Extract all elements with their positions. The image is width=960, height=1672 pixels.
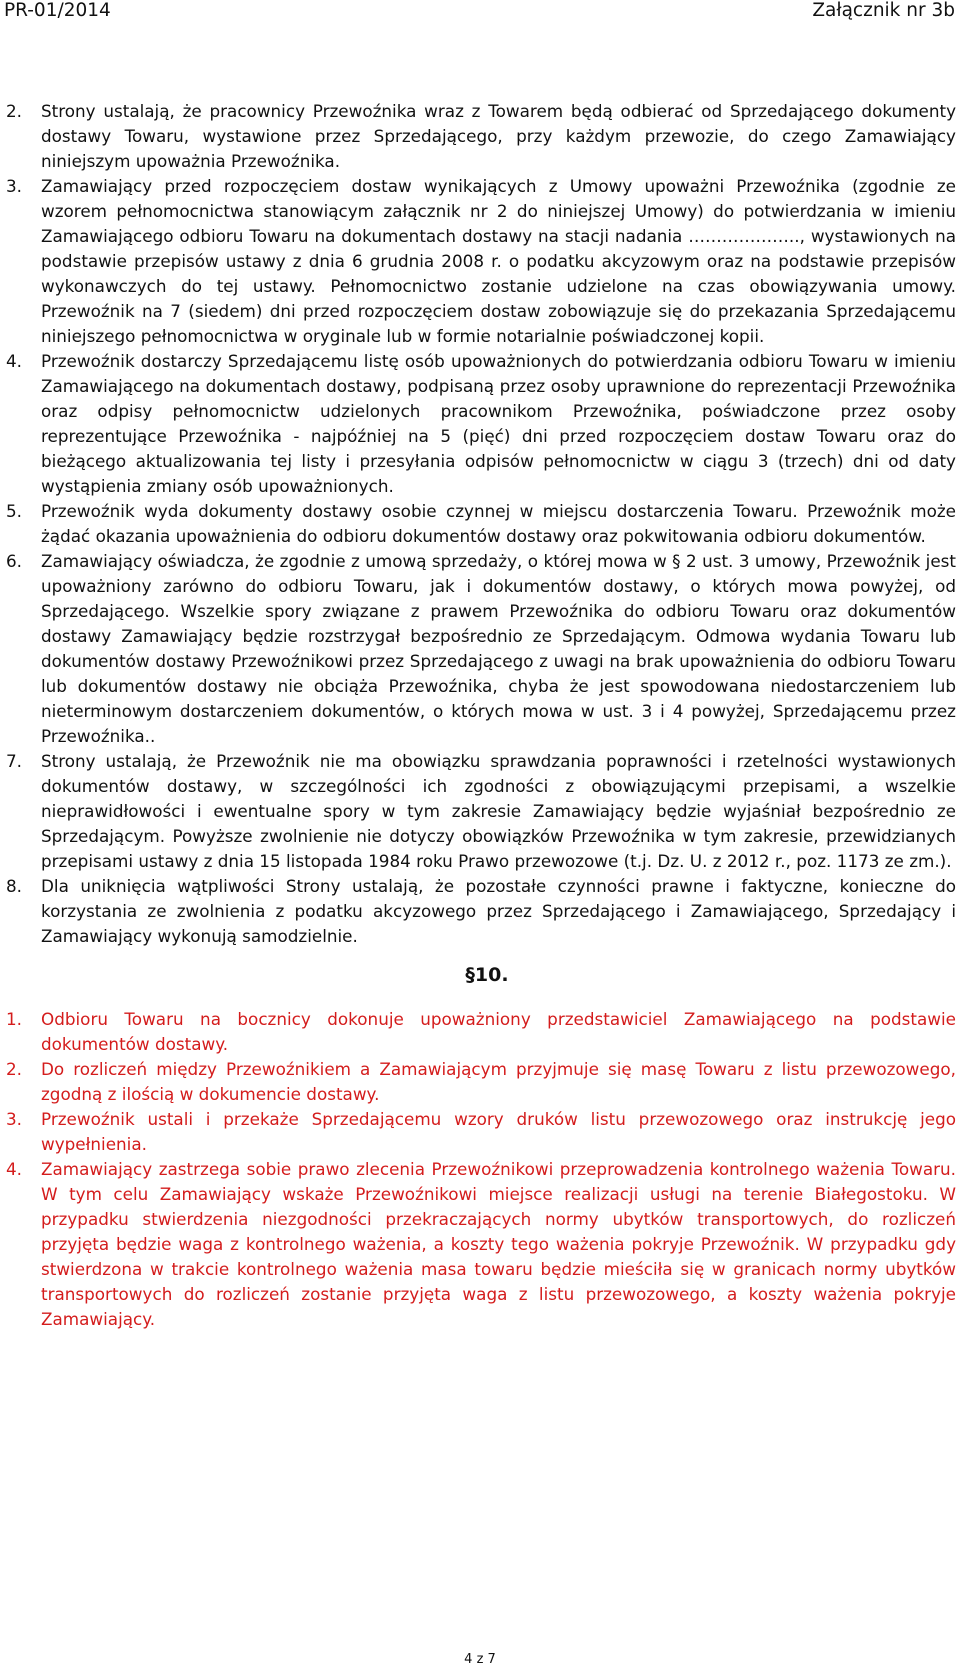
list-item (6, 349, 956, 499)
item-number: 2. (6, 101, 23, 121)
list-item (6, 549, 956, 749)
section-heading: §10. (465, 964, 509, 986)
list-item (6, 1007, 956, 1057)
item-number: 6. (6, 551, 23, 571)
list-item (6, 499, 956, 549)
item-text: Strony ustalają, że Przewoźnik nie ma obowiązku sprawdzania poprawności i rzetelności wystawionych dokumentów dostawy, w szczególności ich zgodności z obowiązującymi przepisami, a wszelkie nieprawidłowości i ewentualne spory w tym zakresie Zamawiający będzie wyjaśniał bezpośrednio ze Sprzedającym. Powyższe zwolnienie nie dotyczy obowiązków Przewoźnika w tym zakresie, przewidzianych przepisami ustawy z dnia 15 listopada 1984 roku Prawo przewozowe (t.j. Dz. U. z 2012 r., poz. 1173 ze zm.). (41, 751, 956, 871)
paragraph-list-section-10 (6, 1007, 956, 1332)
list-item (6, 174, 956, 349)
document-code: PR-01/2014 (4, 0, 111, 21)
item-number: 3. (6, 176, 23, 196)
list-item (6, 1157, 956, 1332)
item-number: 3. (6, 1109, 23, 1129)
item-number: 5. (6, 501, 23, 521)
item-text: Dla uniknięcia wątpliwości Strony ustalają, że pozostałe czynności prawne i faktyczne, konieczne do korzystania ze zwolnienia z podatku akcyzowego przez Sprzedającego i Zamawiającego, Sprzedający i Zamawiający wykonują samodzielnie. (41, 876, 956, 946)
list-item (6, 1107, 956, 1157)
item-number: 4. (6, 351, 23, 371)
item-number: 2. (6, 1059, 23, 1079)
item-number: 1. (6, 1009, 23, 1029)
item-number: 4. (6, 1159, 23, 1179)
page-header (0, 0, 960, 24)
item-text: Odbioru Towaru na bocznicy dokonuje upoważniony przedstawiciel Zamawiającego na podstawie dokumentów dostawy. (41, 1009, 956, 1054)
list-item (6, 874, 956, 949)
item-text: Przewoźnik ustali i przekaże Sprzedającemu wzory druków listu przewozowego oraz instrukcję jego wypełnienia. (41, 1109, 956, 1154)
item-text: Przewoźnik wyda dokumenty dostawy osobie czynnej w miejscu dostarczenia Towaru. Przewoźnik może żądać okazania upoważnienia do odbioru dokumentów dostawy oraz pokwitowania odbioru dokumentów. (41, 501, 956, 546)
paragraph-list-previous-section (6, 99, 956, 949)
item-text: Przewoźnik dostarczy Sprzedającemu listę osób upoważnionych do potwierdzania odbioru Towaru w imieniu Zamawiającego na dokumentach dostawy, podpisaną przez osoby uprawnione do reprezentacji Przewoźnika oraz odpisy pełnomocnictw udzielonych pracownikom Przewoźnika, poświadczone przez osoby reprezentujące Przewoźnika - najpóźniej na 5 (pięć) dni przed rozpoczęciem dostaw Towaru oraz do bieżącego aktualizowania tej listy i przesyłania odpisów pełnomocnictw w ciągu 3 (trzech) dni od daty wystąpienia zmiany osób upoważnionych. (41, 351, 956, 496)
item-text: Zamawiający oświadcza, że zgodnie z umową sprzedaży, o której mowa w § 2 ust. 3 umowy, Przewoźnik jest upoważniony zarówno do odbioru Towaru, jak i dokumentów dostawy, o których mowa powyżej, od Sprzedającego. Wszelkie spory związane z prawem Przewoźnika do odbioru Towaru oraz dokumentów dostawy Zamawiający będzie rozstrzygał bezpośrednio ze Sprzedającym. Odmowa wydania Towaru lub dokumentów dostawy Przewoźnikowi przez Sprzedającego z uwagi na brak upoważnienia do odbioru Towaru lub dokumentów dostawy nie obciąża Przewoźnika, chyba że jest spowodowana niedostarczeniem lub nieterminowym dostarczeniem dokumentów, o których mowa w ust. 3 i 4 powyżej, Sprzedającemu przez Przewoźnika.. (41, 551, 956, 746)
attachment-label: Załącznik nr 3b (812, 0, 955, 21)
document-body (6, 99, 956, 1332)
item-number: 8. (6, 876, 23, 896)
item-text: Zamawiający zastrzega sobie prawo zlecenia Przewoźnikowi przeprowadzenia kontrolnego ważenia Towaru. W tym celu Zamawiający wskaże Przewoźnikowi miejsce realizacji usługi na terenie Białegostoku. W przypadku stwierdzenia niezgodności przekraczających normy ubytków transportowych, do rozliczeń przyjęta będzie waga z kontrolnego ważenia, a koszty tego ważenia pokryje Przewoźnik. W przypadku gdy stwierdzona w trakcie kontrolnego ważenia masa towaru będzie mieściła się w granicach normy ubytków transportowych do rozliczeń zostanie przyjęta waga z listu przewozowego, a koszty ważenia pokryje Zamawiający. (41, 1159, 956, 1329)
item-text: Strony ustalają, że pracownicy Przewoźnika wraz z Towarem będą odbierać od Sprzedającego dokumenty dostawy Towaru, wystawione przez Sprzedającego, przy każdym przewozie, do czego Zamawiający niniejszym upoważnia Przewoźnika. (41, 101, 956, 171)
page-number: 4 z 7 (464, 1652, 496, 1667)
list-item (6, 1057, 956, 1107)
item-text: Zamawiający przed rozpoczęciem dostaw wynikających z Umowy upoważni Przewoźnika (zgodnie ze wzorem pełnomocnictwa stanowiącym załącznik nr 2 do niniejszej Umowy) do potwierdzania w imieniu Zamawiającego odbioru Towaru na dokumentach dostawy na stacji nadania ……………….., wystawionych na podstawie przepisów ustawy z dnia 6 grudnia 2008 r. o podatku akcyzowym oraz na podstawie przepisów wykonawczych do tej ustawy. Pełnomocnictwo zostanie udzielone na czas obowiązywania umowy. Przewoźnik na 7 (siedem) dni przed rozpoczęciem dostaw zobowiązuje się do przekazania Sprzedającemu niniejszego pełnomocnictwa w oryginale lub w formie notarialnie poświadczonej kopii. (41, 176, 956, 346)
item-number: 7. (6, 751, 23, 771)
list-item (6, 749, 956, 874)
item-text: Do rozliczeń między Przewoźnikiem a Zamawiającym przyjmuje się masę Towaru z listu przewozowego, zgodną z ilością w dokumencie dostawy. (41, 1059, 956, 1104)
list-item (6, 99, 956, 174)
